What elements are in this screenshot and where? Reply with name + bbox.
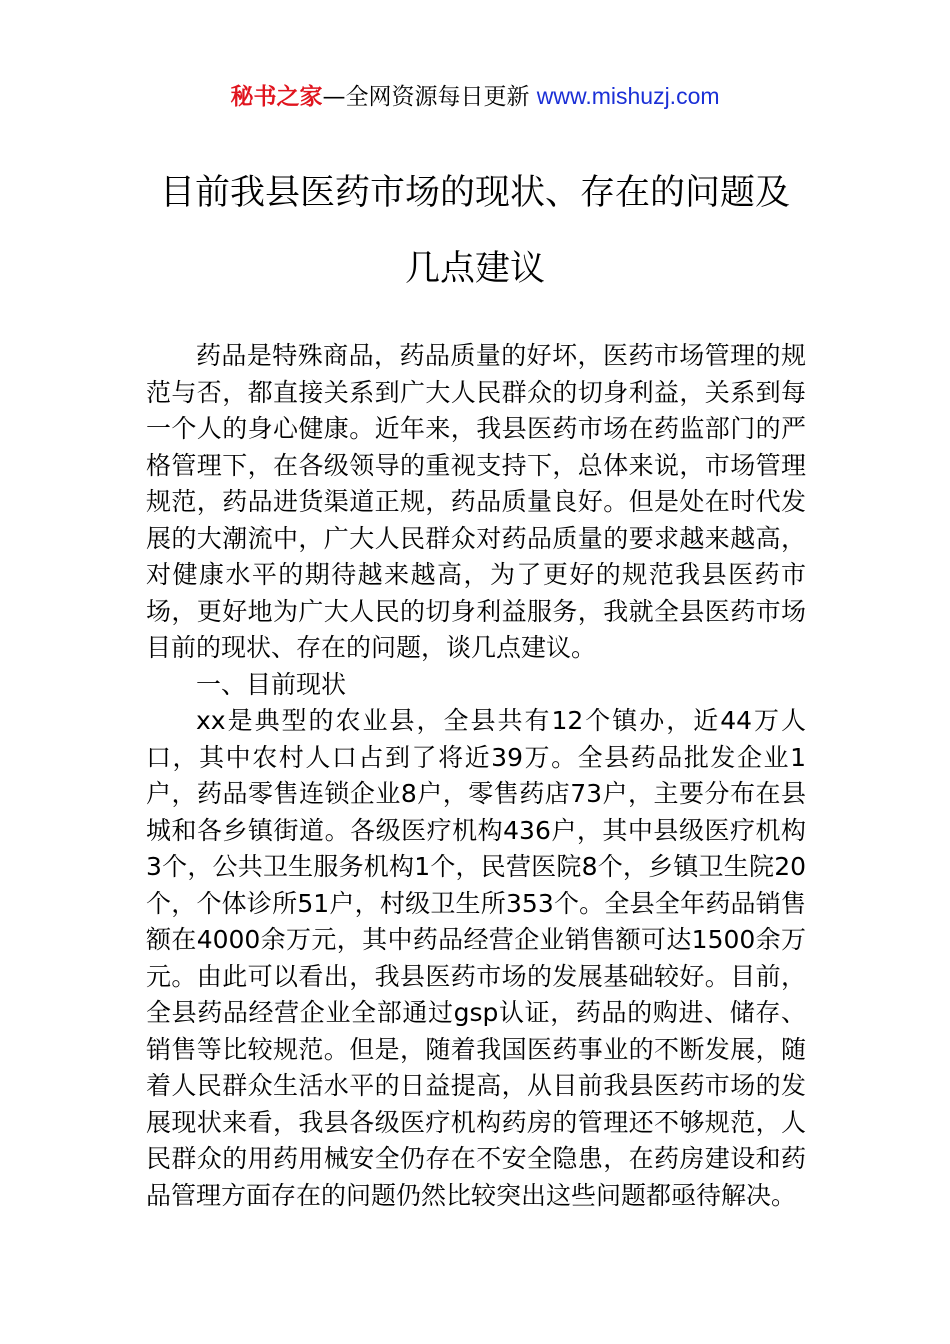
site-url-link[interactable]: www.mishuzj.com — [536, 83, 720, 109]
brand-name: 秘书之家 — [230, 84, 323, 110]
intro-paragraph: 药品是特殊商品，药品质量的好坏，医药市场管理的规范与否，都直接关系到广大人民群众的切身利益，关系到每一个人的身心健康。近年来，我县医药市场在药监部门的严格管理下，在各级领导的重视支持下，总体来说，市场管理规范，药品进货渠道正规，药品质量良好。但是处在时代发展的大潮流中，广大人民群众对药品质量的要求越来越高，对健康水平的期待越来越高，为了更好的规范我县医药市场，更好地为广大人民的切身利益服务，我就全县医药市场目前的现状、存在的问题，谈几点建议。 — [146, 341, 806, 662]
header-tagline: —全网资源每日更新 — [322, 84, 537, 110]
title-line-2: 几点建议 — [404, 249, 545, 289]
title-line-1: 目前我县医药市场的现状、存在的问题及 — [159, 173, 790, 213]
section-paragraph: xx是典型的农业县，全县共有12个镇办，近44万人口，其中农村人口占到了将近39万。全县药品批发企业1户，药品零售连锁企业8户，零售药店73户，主要分布在县城和各乡镇街道。各级医疗机构436户，其中县级医疗机构3个，公共卫生服务机构1个，民营医院8个，乡镇卫生院20个，个体诊所51户，村级卫生所353个。全县全年药品销售额在4000余万元，其中药品经营企业销售额可达1500余万元。由此可以看出，我县医药市场的发展基础较好。目前，全县药品经营企业全部通过gsp认证，药品的购进、储存、销售等比较规范。但是，随着我国医药事业的不断发展，随着人民群众生活水平的日益提高，从目前我县医药市场的发展现状来看，我县各级医疗机构药房的管理还不够规范，人民群众的用药用械安全仍存在不安全隐患，在药房建设和药品管理方面存在的问题仍然比较突出这些问题都亟待解决。 — [146, 706, 806, 1210]
site-header — [0, 80, 950, 113]
section-heading: 一、目前现状 — [196, 669, 347, 699]
document-body — [146, 338, 806, 1214]
document-title — [100, 172, 850, 290]
